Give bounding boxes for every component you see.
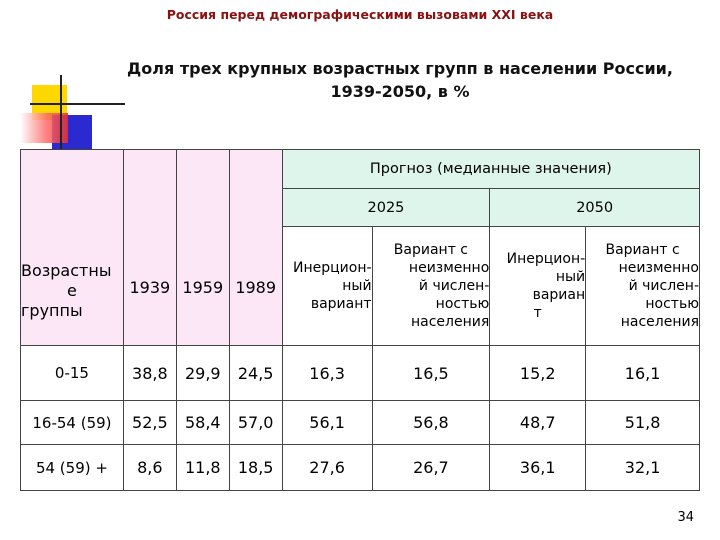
year-1989-header: 1989: [229, 150, 282, 346]
table-cell: 38,8: [123, 346, 176, 401]
forecast-header: Прогноз (медианные значения): [282, 150, 699, 189]
age-groups-line-3: группы: [21, 300, 83, 320]
title-line-2: 1939-2050, в %: [330, 82, 470, 101]
variant-constant-2050: Вариант с неизменно й числен- ностью населения: [586, 227, 700, 346]
slide-title: [100, 57, 700, 103]
presentation-header: Россия перед демографическими вызовами XXI века: [166, 7, 554, 22]
table-cell: 26,7: [372, 445, 490, 491]
table-cell: 56,8: [372, 401, 490, 445]
table-cell: 18,5: [229, 445, 282, 491]
table-cell: 32,1: [586, 445, 700, 491]
variant-inertial-2050: Инерцион- ный вариан т: [490, 227, 586, 346]
age-groups-line-2: е: [67, 280, 77, 300]
table-cell: 8,6: [123, 445, 176, 491]
table-cell: 58,4: [176, 401, 229, 445]
year-1939-header: 1939: [123, 150, 176, 346]
table-cell: 24,5: [229, 346, 282, 401]
page-number: 34: [677, 510, 694, 525]
row-label: 0-15: [21, 346, 124, 401]
age-groups-table: [20, 149, 700, 491]
table-cell: 57,0: [229, 401, 282, 445]
table-cell: 48,7: [490, 401, 586, 445]
title-line-1: Доля трех крупных возрастных групп в населении России,: [127, 59, 673, 78]
table-cell: 11,8: [176, 445, 229, 491]
row-label: 54 (59) +: [21, 445, 124, 491]
table-cell: 52,5: [123, 401, 176, 445]
table-cell: 29,9: [176, 346, 229, 401]
table-row: [21, 401, 700, 445]
year-2050-header: 2050: [490, 189, 700, 227]
table-row: [21, 445, 700, 491]
year-2025-header: 2025: [282, 189, 490, 227]
table-cell: 27,6: [282, 445, 372, 491]
age-groups-line-1: Возрастны: [21, 260, 112, 280]
age-groups-header: [21, 150, 124, 346]
variant-constant-2025: Вариант с неизменно й числен- ностью населения: [372, 227, 490, 346]
table-cell: 15,2: [490, 346, 586, 401]
table-row: [21, 346, 700, 401]
table-cell: 16,3: [282, 346, 372, 401]
variant-inertial-2025: Инерцион- ный вариант: [282, 227, 372, 346]
table-cell: 16,1: [586, 346, 700, 401]
table-cell: 56,1: [282, 401, 372, 445]
table-cell: 16,5: [372, 346, 490, 401]
table-cell: 36,1: [490, 445, 586, 491]
row-label: 16-54 (59): [21, 401, 124, 445]
year-1959-header: 1959: [176, 150, 229, 346]
table-cell: 51,8: [586, 401, 700, 445]
